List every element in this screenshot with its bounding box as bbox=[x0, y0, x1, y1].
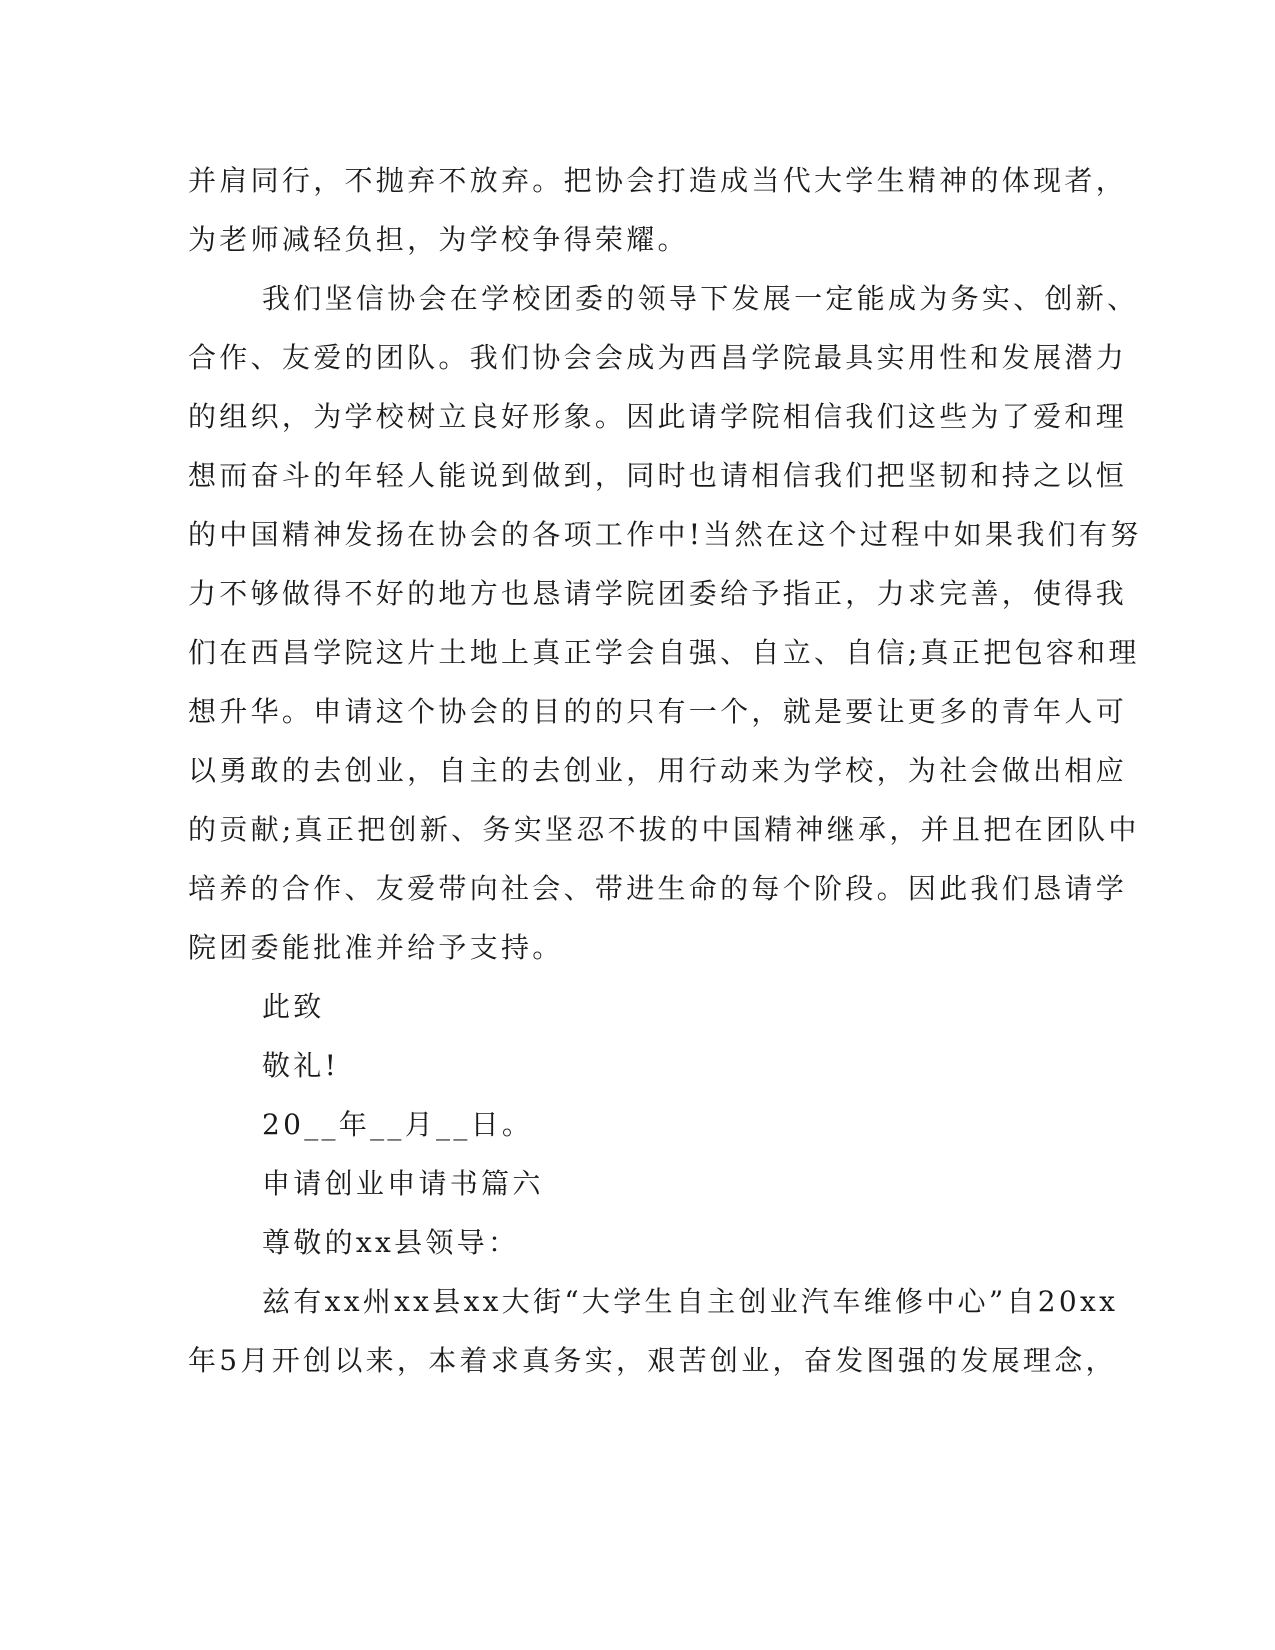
paragraph-line: 们在西昌学院这片土地上真正学会自强、自立、自信;真正把包容和理 bbox=[188, 636, 1140, 669]
date-line: 20__年__月__日。 bbox=[262, 1108, 534, 1141]
paragraph-line: 年5月开创以来，本着求真务实，艰苦创业，奋发图强的发展理念， bbox=[188, 1344, 1117, 1377]
paragraph-line: 的贡献;真正把创新、务实坚忍不拔的中国精神继承，并且把在团队中 bbox=[188, 813, 1140, 846]
closing-text: 此致 bbox=[262, 990, 325, 1023]
paragraph-line: 并肩同行，不抛弃不放弃。把协会打造成当代大学生精神的体现者， bbox=[188, 164, 1128, 197]
paragraph-line: 为老师减轻负担，为学校争得荣耀。 bbox=[188, 223, 689, 256]
paragraph-line: 想升华。申请这个协会的目的的只有一个，就是要让更多的青年人可 bbox=[188, 695, 1128, 728]
paragraph-line: 院团委能批准并给予支持。 bbox=[188, 931, 564, 964]
paragraph-line: 想而奋斗的年轻人能说到做到，同时也请相信我们把坚韧和持之以恒 bbox=[188, 459, 1128, 492]
paragraph-line: 的中国精神发扬在协会的各项工作中!当然在这个过程中如果我们有努 bbox=[188, 518, 1142, 551]
section-title: 申请创业申请书篇六 bbox=[262, 1167, 544, 1200]
paragraph-line: 合作、友爱的团队。我们协会会成为西昌学院最具实用性和发展潜力 bbox=[188, 341, 1128, 374]
greeting-line: 尊敬的xx县领导： bbox=[262, 1226, 520, 1259]
paragraph-first-line: 我们坚信协会在学校团委的领导下发展一定能成为务实、创新、 bbox=[262, 282, 1139, 315]
salute-text: 敬礼! bbox=[262, 1049, 340, 1082]
paragraph-line: 的组织，为学校树立良好形象。因此请学院相信我们这些为了爱和理 bbox=[188, 400, 1128, 433]
paragraph-line: 以勇敢的去创业，自主的去创业，用行动来为学校，为社会做出相应 bbox=[188, 754, 1128, 787]
paragraph-line: 培养的合作、友爱带向社会、带进生命的每个阶段。因此我们恳请学 bbox=[188, 872, 1128, 905]
paragraph-line: 力不够做得不好的地方也恳请学院团委给予指正，力求完善，使得我 bbox=[188, 577, 1128, 610]
paragraph-first-line: 兹有xx州xx县xx大街“大学生自主创业汽车维修中心”自20xx bbox=[262, 1285, 1119, 1318]
